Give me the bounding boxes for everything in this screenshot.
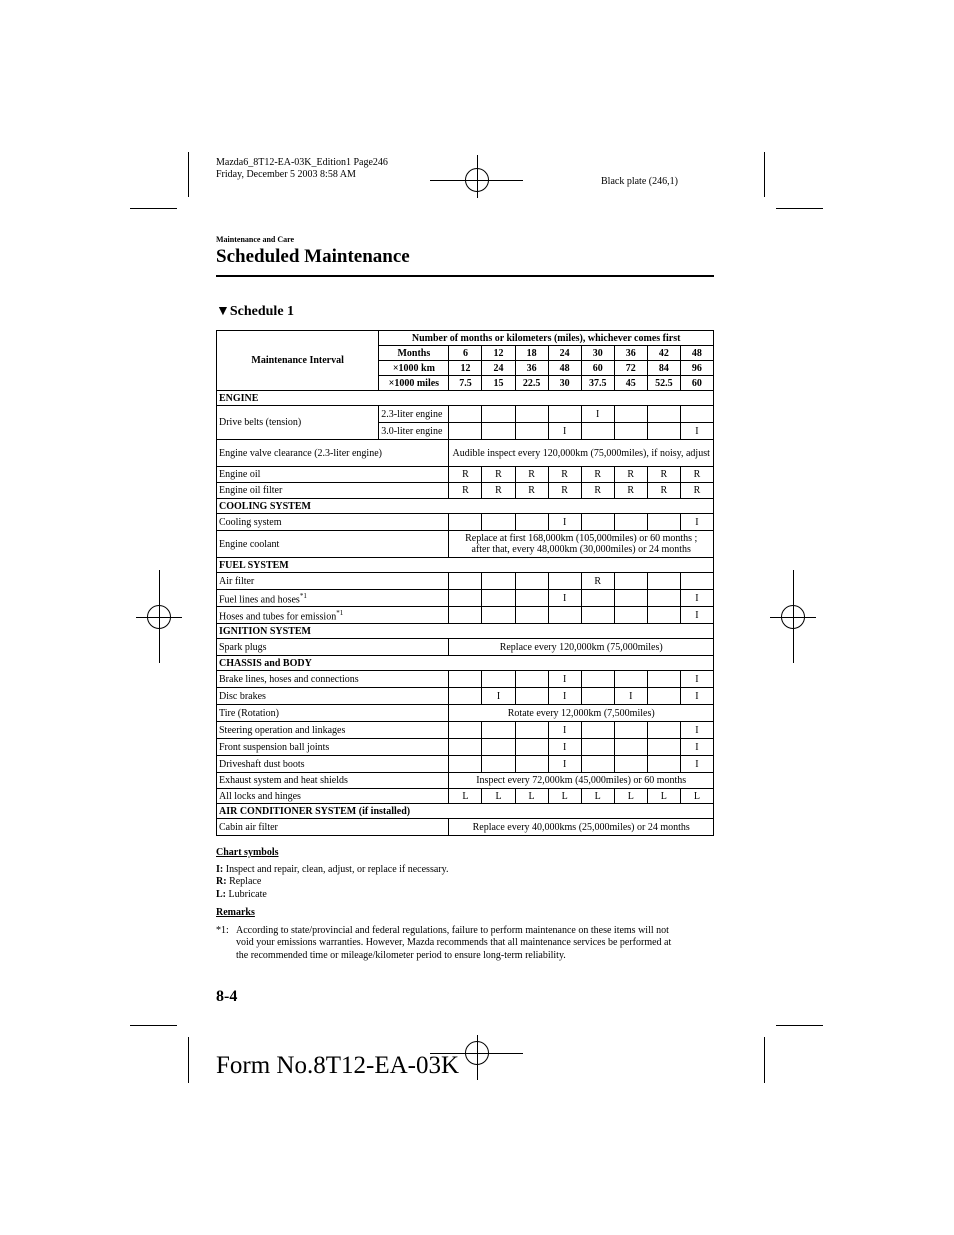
row-label: Steering operation and linkages: [217, 722, 449, 739]
cell: R: [581, 573, 614, 590]
cell: [614, 423, 647, 440]
cell: [581, 607, 614, 624]
cell: I: [680, 514, 713, 531]
interval-label: Months: [379, 346, 449, 361]
interval-value: 72: [614, 361, 647, 376]
interval-value: 36: [614, 346, 647, 361]
symbol-key: L:: [216, 888, 226, 900]
interval-value: 45: [614, 376, 647, 391]
table-row: [217, 483, 714, 499]
cell: [647, 423, 680, 440]
cell: R: [581, 483, 614, 499]
cell: [581, 514, 614, 531]
cell: I: [680, 688, 713, 705]
cell: [647, 739, 680, 756]
row-note: Inspect every 72,000km (45,000miles) or 60 months: [449, 773, 714, 789]
schedule-heading: [216, 304, 294, 320]
sub-label: 2.3-liter engine: [379, 406, 449, 423]
row-label: Brake lines, hoses and connections: [217, 671, 449, 688]
cell: [515, 671, 548, 688]
cell: I: [680, 756, 713, 773]
row-label-text: Hoses and tubes for emission: [219, 611, 337, 623]
interval-value: 42: [647, 346, 680, 361]
file-info: [216, 157, 388, 181]
symbol-key: I:: [216, 863, 224, 875]
symbol-item: [216, 864, 714, 877]
row-note: Replace every 40,000kms (25,000miles) or 24 months: [449, 819, 714, 836]
row-label: Drive belts (tension): [217, 406, 379, 440]
cell: R: [647, 483, 680, 499]
sub-label: 3.0-liter engine: [379, 423, 449, 440]
cell: R: [581, 467, 614, 483]
cell: [482, 514, 515, 531]
interval-value: 12: [482, 346, 515, 361]
triangle-down-icon: ▼: [216, 304, 230, 319]
cell: I: [680, 722, 713, 739]
cell: I: [548, 722, 581, 739]
cell: [482, 573, 515, 590]
symbol-key: R:: [216, 876, 227, 887]
cell: [614, 671, 647, 688]
cell: L: [647, 789, 680, 804]
cell: [680, 573, 713, 590]
cell: [482, 671, 515, 688]
cell: [614, 607, 647, 624]
cell: [449, 671, 482, 688]
interval-value: 24: [482, 361, 515, 376]
cell: L: [482, 789, 515, 804]
table-row: [217, 573, 714, 590]
table-row: [217, 467, 714, 483]
row-label: Disc brakes: [217, 688, 449, 705]
remark-line: void your emissions warranties. However, Mazda recommends that all maintenance services be performed at: [236, 937, 672, 948]
cell: [647, 573, 680, 590]
cell: [515, 423, 548, 440]
cell: [515, 739, 548, 756]
table-row: [217, 773, 714, 789]
table-row: [217, 722, 714, 739]
cell: [647, 671, 680, 688]
note-line: after that, every 48,000km (30,000miles) or 24 months: [471, 544, 691, 555]
form-number: Form No.8T12-EA-03K: [216, 1052, 460, 1079]
interval-value: 84: [647, 361, 680, 376]
cell: [482, 423, 515, 440]
section-engine: ENGINE: [217, 391, 714, 406]
section-fuel: FUEL SYSTEM: [217, 558, 714, 573]
interval-value: 24: [548, 346, 581, 361]
file-info-line1: Mazda6_8T12-EA-03K_Edition1 Page246: [216, 157, 388, 168]
cell: I: [680, 590, 713, 607]
page-number: 8-4: [216, 988, 238, 1005]
cell: [647, 406, 680, 423]
row-label: Exhaust system and heat shields: [217, 773, 449, 789]
table-row: [217, 705, 714, 722]
cell: L: [614, 789, 647, 804]
cell: I: [548, 739, 581, 756]
table-row: [217, 671, 714, 688]
row-label: Cabin air filter: [217, 819, 449, 836]
cell: R: [614, 483, 647, 499]
maintenance-table: [216, 330, 714, 836]
table-row: [217, 406, 714, 423]
section-ac: AIR CONDITIONER SYSTEM (if installed): [217, 804, 714, 819]
cell: [449, 573, 482, 590]
cell: R: [482, 483, 515, 499]
row-note: Replace every 120,000km (75,000miles): [449, 639, 714, 656]
section-chassis: CHASSIS and BODY: [217, 656, 714, 671]
table-row: [217, 514, 714, 531]
interval-value: 96: [680, 361, 713, 376]
interval-value: 30: [581, 346, 614, 361]
cell: [647, 590, 680, 607]
top-header: Number of months or kilometers (miles), whichever comes first: [379, 331, 714, 346]
cell: [449, 423, 482, 440]
chart-symbols-heading: Chart symbols: [216, 847, 279, 858]
row-label: Air filter: [217, 573, 449, 590]
interval-value: 6: [449, 346, 482, 361]
cell: [449, 722, 482, 739]
cell: I: [614, 688, 647, 705]
cell: R: [680, 483, 713, 499]
interval-value: 60: [581, 361, 614, 376]
cell: [482, 406, 515, 423]
cell: [581, 756, 614, 773]
row-label: All locks and hinges: [217, 789, 449, 804]
interval-value: 60: [680, 376, 713, 391]
interval-value: 48: [548, 361, 581, 376]
symbol-text: Lubricate: [228, 888, 267, 900]
cell: [449, 688, 482, 705]
footnote-mark: *1: [299, 591, 307, 600]
cell: I: [548, 423, 581, 440]
page-title: Scheduled Maintenance: [216, 246, 410, 267]
cell: [614, 590, 647, 607]
row-note: Rotate every 12,000km (7,500miles): [449, 705, 714, 722]
cell: [614, 739, 647, 756]
cell: [581, 739, 614, 756]
table-row: [217, 531, 714, 558]
table-row: [217, 607, 714, 624]
cell: L: [548, 789, 581, 804]
cell: [449, 607, 482, 624]
remark-line: the recommended time or mileage/kilometer period to ensure long-term reliability.: [236, 949, 566, 961]
cell: R: [515, 483, 548, 499]
row-label: Engine coolant: [217, 531, 449, 558]
cell: I: [548, 514, 581, 531]
cell: I: [680, 423, 713, 440]
cell: I: [482, 688, 515, 705]
cell: I: [548, 756, 581, 773]
note-line: Replace at first 168,000km (105,000miles) or 60 months ;: [465, 533, 698, 544]
interval-value: 12: [449, 361, 482, 376]
schedule-label: Schedule 1: [229, 304, 295, 319]
cell: [614, 406, 647, 423]
cell: R: [647, 467, 680, 483]
remark-mark: *1:: [216, 924, 229, 936]
cell: R: [449, 483, 482, 499]
cell: [614, 514, 647, 531]
cell: [647, 722, 680, 739]
footnote-mark: *1: [336, 608, 344, 617]
cell: [482, 590, 515, 607]
interval-value: 52.5: [647, 376, 680, 391]
cell: R: [548, 483, 581, 499]
cell: L: [581, 789, 614, 804]
interval-label: ×1000 miles: [379, 376, 449, 391]
cell: R: [482, 467, 515, 483]
table-row: [217, 440, 714, 467]
cell: [581, 722, 614, 739]
cell: [581, 688, 614, 705]
remarks-heading: Remarks: [216, 907, 255, 918]
cell: [647, 688, 680, 705]
plate-label: Black plate (246,1): [601, 176, 678, 187]
cell: [647, 607, 680, 624]
cell: [581, 590, 614, 607]
cell: [581, 423, 614, 440]
cell: [482, 722, 515, 739]
cell: [482, 739, 515, 756]
table-row: [217, 739, 714, 756]
symbol-item: [216, 876, 714, 889]
cell: [449, 756, 482, 773]
cell: [515, 688, 548, 705]
cell: [647, 514, 680, 531]
cell: [515, 722, 548, 739]
row-note: [449, 531, 714, 558]
cell: [515, 514, 548, 531]
symbol-text: Inspect and repair, clean, adjust, or replace if necessary.: [225, 863, 449, 875]
cell: R: [548, 467, 581, 483]
interval-value: 7.5: [449, 376, 482, 391]
corner-label: Maintenance Interval: [217, 331, 379, 391]
cell: [581, 671, 614, 688]
symbol-item: [216, 889, 714, 902]
row-label: Engine oil: [217, 467, 449, 483]
chart-symbols: [216, 847, 714, 962]
cell: [482, 607, 515, 624]
cell: I: [548, 590, 581, 607]
cell: [548, 406, 581, 423]
cell: I: [680, 607, 713, 624]
cell: [614, 756, 647, 773]
cell: R: [614, 467, 647, 483]
remark-item: [216, 925, 714, 963]
interval-label: ×1000 km: [379, 361, 449, 376]
cell: [515, 590, 548, 607]
interval-value: 36: [515, 361, 548, 376]
row-label: [217, 590, 449, 607]
interval-value: 15: [482, 376, 515, 391]
cell: [548, 573, 581, 590]
row-label: Engine valve clearance (2.3-liter engine): [217, 440, 449, 467]
cell: [449, 406, 482, 423]
row-label: Engine oil filter: [217, 483, 449, 499]
interval-value: 18: [515, 346, 548, 361]
title-rule: [216, 275, 714, 277]
cell: [515, 406, 548, 423]
row-note: Audible inspect every 120,000km (75,000miles), if noisy, adjust: [449, 440, 714, 467]
row-label: Front suspension ball joints: [217, 739, 449, 756]
cell: [614, 722, 647, 739]
cell: I: [548, 688, 581, 705]
table-row: [217, 639, 714, 656]
cell: [449, 590, 482, 607]
cell: [515, 607, 548, 624]
cell: [515, 756, 548, 773]
cell: [515, 573, 548, 590]
section-label: Maintenance and Care: [216, 235, 295, 244]
interval-value: 48: [680, 346, 713, 361]
symbol-text: Replace: [229, 876, 262, 887]
table-row: [217, 756, 714, 773]
file-info-line2: Friday, December 5 2003 8:58 AM: [216, 169, 356, 180]
remark-line: According to state/provincial and federal regulations, failure to perform maintenance on these items will not: [236, 924, 669, 936]
section-cooling: COOLING SYSTEM: [217, 499, 714, 514]
cell: L: [449, 789, 482, 804]
row-label: Spark plugs: [217, 639, 449, 656]
interval-value: 22.5: [515, 376, 548, 391]
cell: I: [680, 739, 713, 756]
table-row: [217, 819, 714, 836]
section-ignition: IGNITION SYSTEM: [217, 624, 714, 639]
cell: [449, 514, 482, 531]
table-row: [217, 590, 714, 607]
table-row: [217, 789, 714, 804]
cell: I: [680, 671, 713, 688]
cell: [548, 607, 581, 624]
cell: [482, 756, 515, 773]
row-label: [217, 607, 449, 624]
row-label: Tire (Rotation): [217, 705, 449, 722]
cell: R: [680, 467, 713, 483]
table-row: [217, 688, 714, 705]
row-label: Cooling system: [217, 514, 449, 531]
row-label: Driveshaft dust boots: [217, 756, 449, 773]
interval-value: 37.5: [581, 376, 614, 391]
row-label-text: Fuel lines and hoses: [219, 594, 300, 606]
cell: [449, 739, 482, 756]
cell: [647, 756, 680, 773]
cell: L: [515, 789, 548, 804]
cell: [680, 406, 713, 423]
cell: R: [449, 467, 482, 483]
cell: I: [548, 671, 581, 688]
cell: I: [581, 406, 614, 423]
cell: R: [515, 467, 548, 483]
cell: L: [680, 789, 713, 804]
cell: [614, 573, 647, 590]
interval-value: 30: [548, 376, 581, 391]
